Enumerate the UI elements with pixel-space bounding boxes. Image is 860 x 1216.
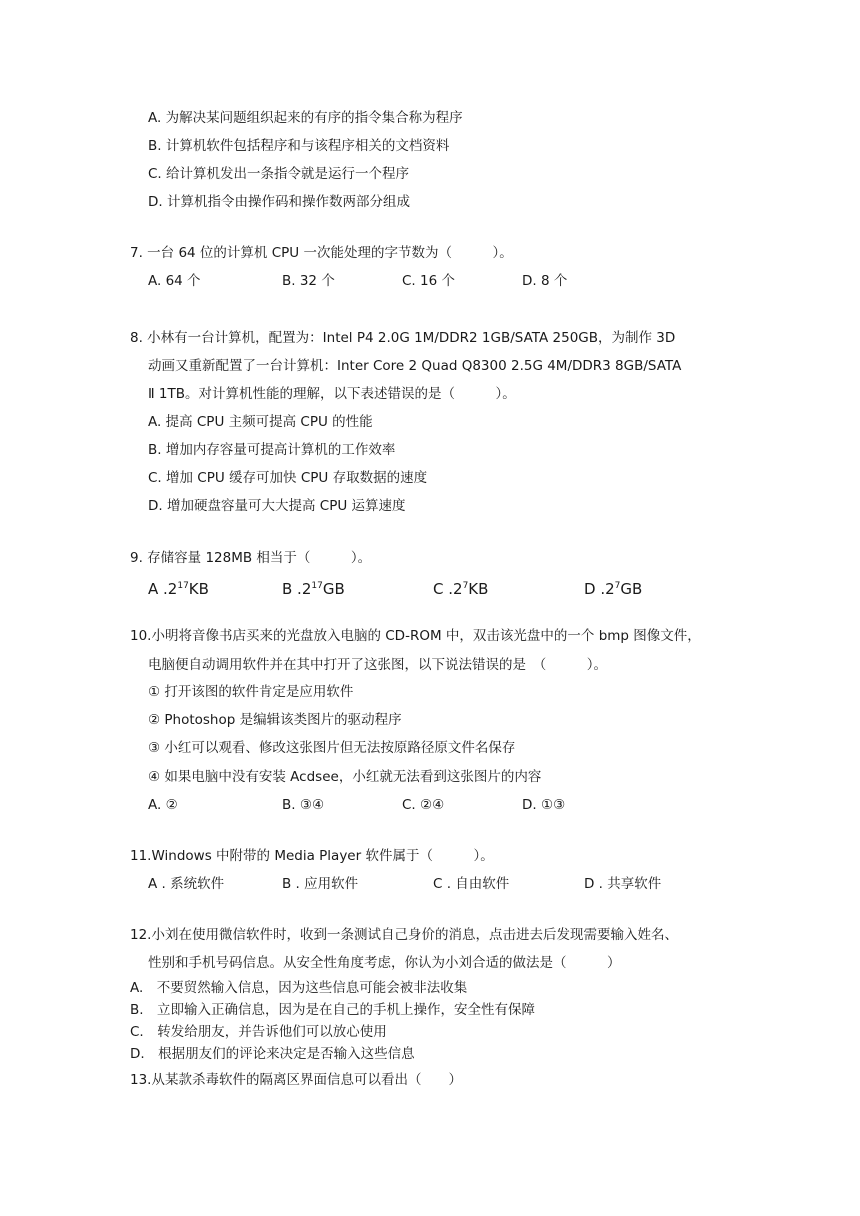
q7-option-b: B. 32 个 [282,273,335,289]
q6-option-a: A. 为解决某问题组织起来的有序的指令集合称为程序 [148,110,463,126]
q7-option-a: A. 64 个 [148,273,201,289]
q12-option-c: C. 转发给朋友，并告诉他们可以放心使用 [130,1024,387,1040]
q9-option-d: D $.2^7GB$ [584,580,643,598]
q9-option-a: A $.2^{17}KB$ [148,580,209,598]
q11-option-a: A . 系统软件 [148,876,225,892]
q10-option-b: B. ③④ [282,797,325,813]
q12-option-b: B. 立即输入正确信息，因为是在自己的手机上操作，安全性有保障 [130,1002,536,1018]
q12-option-d: D. 根据朋友们的评论来决定是否输入这些信息 [130,1046,415,1062]
q7-option-c: C. 16 个 [402,273,455,289]
q10-statement-4: ④ 如果电脑中没有安装 Acdsee，小红就无法看到这张图片的内容 [148,769,542,785]
q10-statement-3: ③ 小红可以观看、修改这张图片但无法按原路径原文件名保存 [148,740,516,756]
q9-option-b: B $.2^{17}GB$ [282,580,345,598]
q8-stem-line-3: Ⅱ 1TB。对计算机性能的理解，以下表述错误的是（ ）。 [148,386,516,402]
q10-option-a: A. ② [148,797,178,813]
q12-option-a: A. 不要贸然输入信息，因为这些信息可能会被非法收集 [130,980,468,996]
q6-option-d: D. 计算机指令由操作码和操作数两部分组成 [148,194,410,210]
q11-option-b: B . 应用软件 [282,876,359,892]
q12-stem-line-1: 12.小刘在使用微信软件时，收到一条测试自己身价的消息，点击进去后发现需要输入姓名、 [130,927,678,943]
q10-option-d: D. ①③ [522,797,566,813]
q8-option-b: B. 增加内存容量可提高计算机的工作效率 [148,442,396,458]
q6-option-b: B. 计算机软件包括程序和与该程序相关的文档资料 [148,138,450,154]
q11-stem: 11.Windows 中附带的 Media Player 软件属于（ ）。 [130,848,494,864]
q8-option-d: D. 增加硬盘容量可大大提高 CPU 运算速度 [148,498,406,514]
q7-option-d: D. 8 个 [522,273,568,289]
q8-stem-line-1: 8. 小林有一台计算机，配置为：Intel P4 2.0G 1M/DDR2 1GB/SATA 250GB，为制作 3D [130,330,676,346]
q8-option-c: C. 增加 CPU 缓存可加快 CPU 存取数据的速度 [148,470,428,486]
q9-option-c: C $.2^7KB$ [433,580,489,598]
q11-option-d: D . 共享软件 [584,876,662,892]
q7-stem: 7. 一台 64 位的计算机 CPU 一次能处理的字节数为（ ）。 [130,245,513,261]
q10-statement-2: ② Photoshop 是编辑该类图片的驱动程序 [148,712,402,728]
q8-stem-line-2: 动画又重新配置了一台计算机：Inter Core 2 Quad Q8300 2.5G 4M/DDR3 8GB/SATA [148,358,682,374]
q13-stem: 13.从某款杀毒软件的隔离区界面信息可以看出（ ） [130,1072,462,1088]
q6-option-c: C. 给计算机发出一条指令就是运行一个程序 [148,166,410,182]
q9-stem: 9. 存储容量 128MB 相当于（ ）。 [130,550,372,566]
q10-option-c: C. ②④ [402,797,445,813]
q8-option-a: A. 提高 CPU 主频可提高 CPU 的性能 [148,414,373,430]
q10-statement-1: ① 打开该图的软件肯定是应用软件 [148,684,354,700]
q11-option-c: C . 自由软件 [433,876,510,892]
q10-stem-line-2: 电脑便自动调用软件并在其中打开了这张图，以下说法错误的是 （ ）。 [148,657,607,673]
q12-stem-line-2: 性别和手机号码信息。从安全性角度考虑，你认为小刘合适的做法是（ ） [148,955,621,971]
q10-stem-line-1: 10.小明将音像书店买来的光盘放入电脑的 CD-ROM 中，双击该光盘中的一个 bmp 图像文件， [130,628,701,644]
